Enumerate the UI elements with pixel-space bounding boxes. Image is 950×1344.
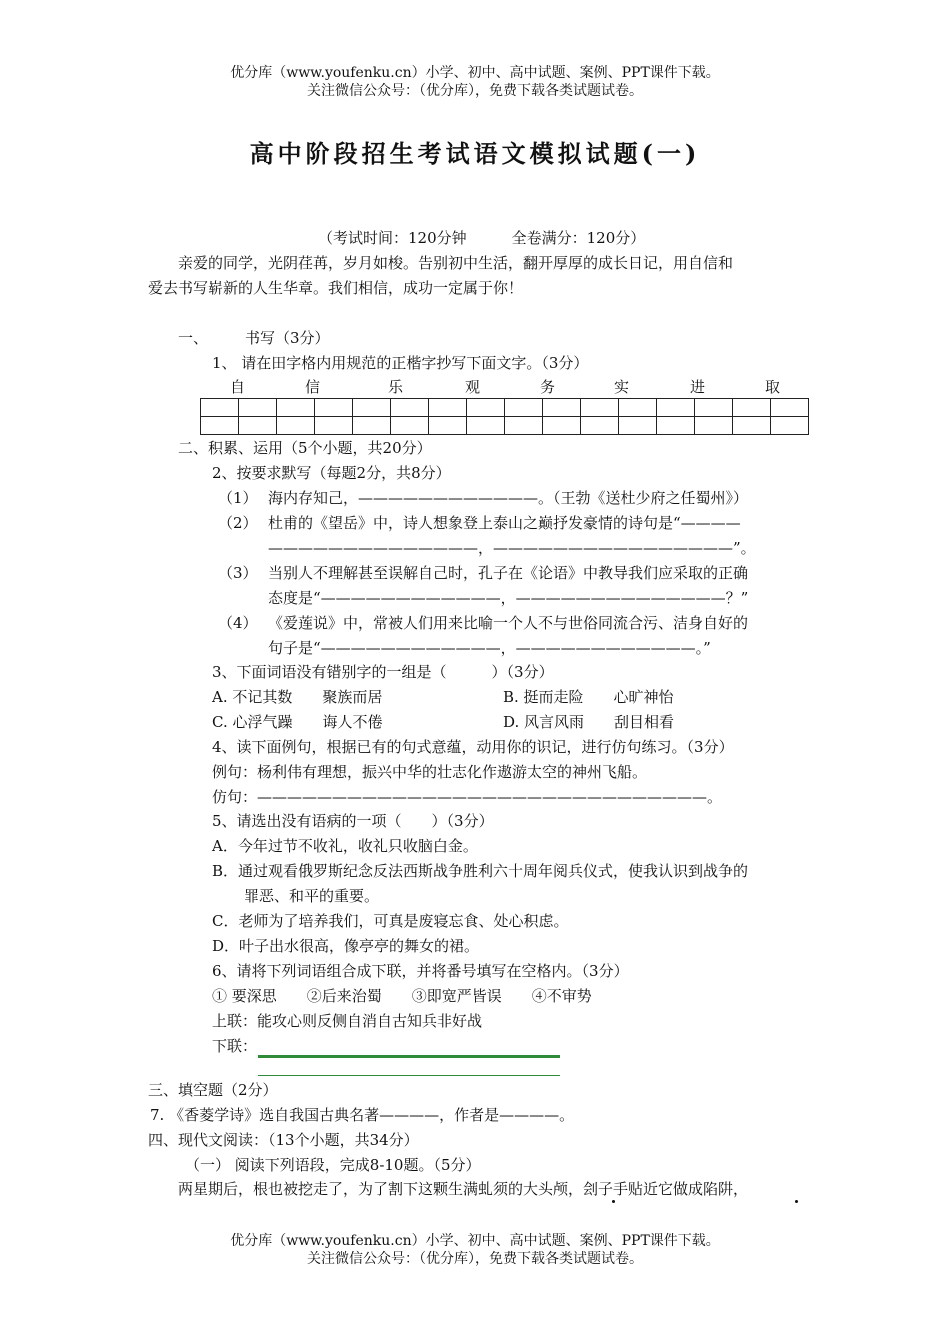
passage-line-1: 两星期后，根也被挖走了，为了割下这颗生满虬须的大头颅，刽子手贴近它做成陷阱， (178, 1180, 749, 1198)
copy-char-2: 信 (305, 378, 321, 396)
header-line-1: 优分库（www.youfenku.cn）小学、初中、高中试题、案例、PPT课件下载。 (230, 65, 720, 81)
q2-3-text-b: 态度是“————————————，——————————————？” (268, 589, 749, 607)
q2-2-text-a: 杜甫的《望岳》中，诗人想象登上泰山之巅抒发豪情的诗句是“———— (268, 514, 741, 532)
q5-option-d: D．叶子出水很高，像亭亭的舞女的裙。 (212, 937, 480, 955)
grid-cell[interactable] (467, 399, 505, 417)
q2-4-number: （4） (218, 614, 258, 632)
copy-char-8: 取 (765, 378, 781, 396)
q7-text: 7. 《香菱学诗》选自我国古典名著————，作者是————。 (150, 1106, 575, 1124)
grid-cell[interactable] (315, 417, 353, 435)
q2-3-number: （3） (218, 564, 258, 582)
grid-cell[interactable] (733, 417, 771, 435)
grid-cell[interactable] (353, 417, 391, 435)
intro-line-1: 亲爱的同学，光阴荏苒，岁月如梭。告别初中生活，翻开厚厚的成长日记，用自信和 (178, 254, 734, 272)
q4-imitate: 仿句：——————————————————————————————。 (212, 788, 723, 806)
header-line-2: 关注微信公众号：（优分库），免费下载各类试题试卷。 (307, 83, 643, 99)
grid-cell[interactable] (391, 399, 429, 417)
grid-cell[interactable] (505, 417, 543, 435)
writing-grid[interactable] (200, 398, 809, 435)
q6-upper-couplet: 上联：能攻心则反侧自消自古知兵非好战 (212, 1012, 483, 1030)
grid-cell[interactable] (429, 417, 467, 435)
grid-cell[interactable] (201, 417, 239, 435)
q2-1-number: （1） (218, 489, 258, 507)
grid-cell[interactable] (505, 399, 543, 417)
q2-2-text-b: ——————————————，————————————————”。 (268, 539, 756, 557)
q5-option-b-line1: B．通过观看俄罗斯纪念反法西斯战争胜利六十周年阅兵仪式，使我认识到战争的 (212, 862, 749, 880)
q5-option-b-line2: 罪恶、和平的重要。 (244, 887, 380, 905)
section2-title: 二、积累、运用（5个小题，共20分） (178, 439, 432, 457)
grid-cell[interactable] (695, 399, 733, 417)
q4-example: 例句：杨利伟有理想，振兴中华的壮志化作遨游太空的神州飞船。 (212, 763, 648, 781)
grid-cell[interactable] (619, 399, 657, 417)
grid-cell[interactable] (771, 417, 809, 435)
lower-couplet-answer-line[interactable] (258, 1055, 560, 1058)
q2-1-text: 海内存知己，————————————。（王勃《送杜少府之任蜀州》） (268, 489, 749, 507)
q2-text: 2、按要求默写（每题2分，共8分） (212, 464, 451, 482)
section1-number: 一、 (178, 329, 209, 347)
part1-title: （一） 阅读下列语段，完成8-10题。（5分） (185, 1156, 481, 1174)
grid-cell[interactable] (657, 417, 695, 435)
q3-option-d: D. 风言风雨 刮目相看 (503, 713, 675, 731)
lower-couplet-answer-line-2[interactable] (258, 1075, 560, 1076)
grid-cell[interactable] (581, 417, 619, 435)
copy-char-6: 实 (614, 378, 630, 396)
grid-cell[interactable] (353, 399, 391, 417)
q5-option-a: A．今年过节不收礼，收礼只收脑白金。 (212, 837, 478, 855)
q3-option-c: C. 心浮气躁 诲人不倦 (212, 713, 383, 731)
copy-char-5: 务 (540, 378, 556, 396)
grid-cell[interactable] (771, 399, 809, 417)
grid-cell[interactable] (733, 399, 771, 417)
grid-cell[interactable] (239, 417, 277, 435)
grid-cell[interactable] (543, 399, 581, 417)
grid-cell[interactable] (429, 399, 467, 417)
grid-cell[interactable] (695, 417, 733, 435)
grid-cell[interactable] (277, 417, 315, 435)
emphasis-dot (612, 1200, 615, 1203)
grid-cell[interactable] (657, 399, 695, 417)
grid-cell[interactable] (391, 417, 429, 435)
q3-option-b: B. 挺而走险 心旷神怡 (503, 688, 674, 706)
footer-line-2: 关注微信公众号：（优分库），免费下载各类试题试卷。 (307, 1251, 643, 1267)
section4-title: 四、现代文阅读：（13个小题，共34分） (148, 1131, 419, 1149)
q1-text: 1、 请在田字格内用规范的正楷字抄写下面文字。（3分） (212, 354, 589, 372)
intro-line-2: 爱去书写崭新的人生华章。我们相信，成功一定属于你！ (148, 279, 524, 297)
copy-char-3: 乐 (388, 378, 404, 396)
grid-cell[interactable] (315, 399, 353, 417)
section1-title: 书写（3分） (245, 329, 330, 347)
footer-line-1: 优分库（www.youfenku.cn）小学、初中、高中试题、案例、PPT课件下载。 (230, 1233, 720, 1249)
q6-lower-label: 下联： (212, 1037, 258, 1055)
copy-char-1: 自 (230, 378, 246, 396)
copy-char-4: 观 (465, 378, 481, 396)
q5-option-c: C．老师为了培养我们，可真是废寝忘食、处心积虑。 (212, 912, 569, 930)
page-title: 高中阶段招生考试语文模拟试题(一) (249, 139, 701, 168)
q2-2-number: （2） (218, 514, 258, 532)
q2-3-text-a: 当别人不理解甚至误解自己时，孔子在《论语》中教导我们应采取的正确 (268, 564, 749, 582)
q5-text: 5、请选出没有语病的一项（ ）（3分） (212, 812, 494, 830)
grid-cell[interactable] (201, 399, 239, 417)
section3-title: 三、填空题（2分） (148, 1081, 278, 1099)
grid-cell[interactable] (581, 399, 619, 417)
q2-4-text-b: 句子是“————————————，————————————。” (268, 639, 711, 657)
grid-cell[interactable] (467, 417, 505, 435)
q2-4-text-a: 《爱莲说》中，常被人们用来比喻一个人不与世俗同流合污、洁身自好的 (268, 614, 749, 632)
grid-cell[interactable] (239, 399, 277, 417)
grid-cell[interactable] (619, 417, 657, 435)
q6-options: ① 要深思 ②后来治蜀 ③即宽严皆误 ④不审势 (212, 987, 592, 1005)
q3-text: 3、下面词语没有错别字的一组是（ ）（3分） (212, 663, 554, 681)
q6-text: 6、请将下列词语组合成下联，并将番号填写在空格内。（3分） (212, 962, 629, 980)
exam-info: （考试时间：120分钟 全卷满分：120分） (318, 229, 646, 247)
q4-text: 4、读下面例句，根据已有的句式意蕴，动用你的识记，进行仿句练习。（3分） (212, 738, 734, 756)
grid-cell[interactable] (277, 399, 315, 417)
emphasis-dot (795, 1200, 798, 1203)
copy-char-7: 进 (690, 378, 706, 396)
q3-option-a: A. 不记其数 聚族而居 (212, 688, 383, 706)
grid-cell[interactable] (543, 417, 581, 435)
